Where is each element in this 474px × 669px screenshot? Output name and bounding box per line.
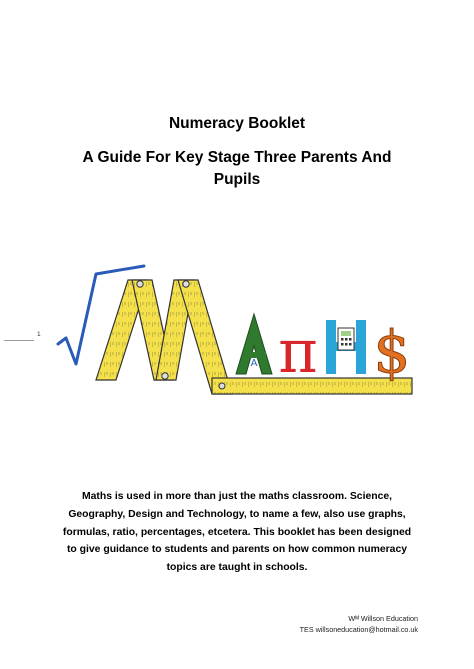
letter-m-ruler-icon	[96, 280, 232, 394]
footer-contact: TES willsoneducation@hotmail.co.uk	[299, 624, 418, 634]
page-number: 1	[37, 331, 41, 338]
footer-author: Wᴹ Willson Education	[348, 614, 418, 623]
intro-paragraph: Maths is used in more than just the maths classroom. Science, Geography, Design and Technology, to name a few, also use graphs, formulas, ratio, percentages, etcetera. This booklet has been designed to give guidance to students and parents on how common numeracy topics are taught in schools.	[62, 491, 412, 574]
pi-symbol-icon	[278, 317, 317, 387]
logo-pi: π	[278, 317, 318, 387]
footer	[300, 614, 418, 635]
margin-rule	[4, 340, 34, 341]
document-title: Numeracy Booklet	[168, 115, 306, 132]
logo-letter-a: A	[250, 358, 258, 369]
title-block	[0, 113, 474, 191]
logo-dollar: $	[373, 318, 411, 386]
letter-a-icon	[236, 314, 272, 374]
dollar-symbol-icon	[374, 318, 411, 386]
maths-logo	[56, 262, 426, 412]
document-subtitle: A Guide For Key Stage Three Parents And Pupils	[82, 149, 392, 188]
letter-h-icon	[326, 320, 366, 374]
